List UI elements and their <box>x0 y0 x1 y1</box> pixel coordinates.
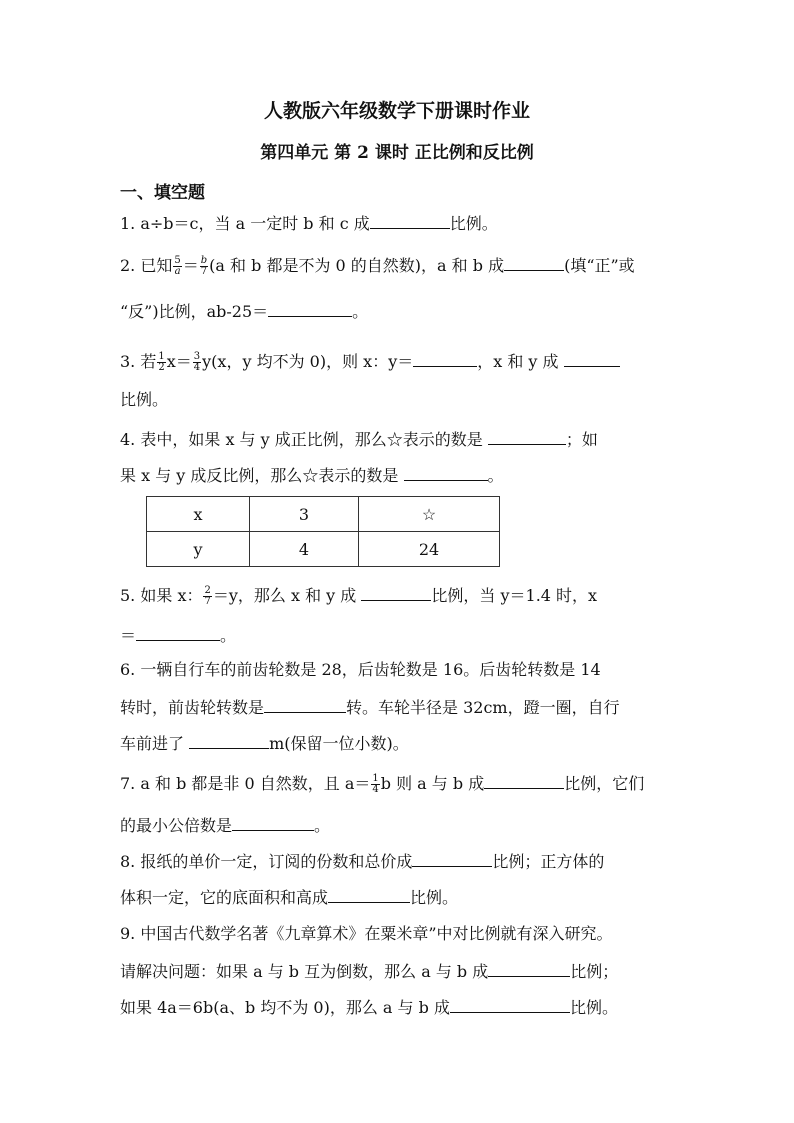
question-2-text-end: 。 <box>352 302 369 321</box>
question-3-text-cont: ，x 和 y 成 <box>477 352 559 371</box>
answer-blank[interactable] <box>268 300 352 317</box>
question-2-text-mid: (a 和 b 都是不为 0 的自然数)，a 和 b 成 <box>209 256 505 275</box>
question-9 <box>120 924 613 944</box>
fraction-denominator: a <box>174 266 181 277</box>
question-8-line-2 <box>120 886 458 908</box>
fraction <box>203 586 211 607</box>
table-row <box>147 532 500 567</box>
equals-sign: ＝ <box>182 256 199 275</box>
answer-blank[interactable] <box>232 814 314 831</box>
question-7-text-mid: b 则 a 与 b 成 <box>380 774 485 793</box>
answer-blank[interactable] <box>404 464 488 481</box>
question-5-text-mid: ＝y，那么 x 和 y 成 <box>212 586 357 605</box>
question-6-line-2 <box>120 696 620 718</box>
question-9-line-2 <box>120 960 618 982</box>
fraction-numerator: 3 <box>193 351 201 362</box>
question-6-text-cont: 转时，前齿轮转数是 <box>120 698 265 717</box>
question-4-text-mid: ；如 <box>565 430 598 449</box>
fraction-denominator: 2 <box>158 362 165 373</box>
question-6-text-mid: 转。车轮半径是 32cm，蹬一圈，自行 <box>346 698 620 717</box>
fraction-denominator: 4 <box>193 362 201 373</box>
answer-blank[interactable] <box>450 996 570 1013</box>
question-5 <box>120 584 597 607</box>
answer-blank[interactable] <box>488 960 570 977</box>
fraction-numerator: 1 <box>158 351 165 362</box>
fraction <box>200 256 208 277</box>
question-3-line-2 <box>120 390 168 410</box>
table-cell: x <box>147 497 250 532</box>
question-1-text-end: 比例。 <box>449 214 498 233</box>
answer-blank[interactable] <box>328 886 410 903</box>
question-1 <box>120 212 498 234</box>
answer-blank[interactable] <box>361 584 431 601</box>
xy-table <box>146 496 500 567</box>
question-4-text-cont: 果 x 与 y 成反比例，那么☆表示的数是 <box>120 466 399 485</box>
question-5-text-end: 。 <box>220 626 237 645</box>
question-4-line-2 <box>120 464 504 486</box>
answer-blank[interactable] <box>484 772 564 789</box>
question-9-text-mid: 比例； <box>570 962 619 981</box>
question-2-text-cont: “反”)比例，ab-25＝ <box>120 302 269 321</box>
answer-blank[interactable] <box>370 212 450 229</box>
question-7 <box>120 772 644 795</box>
question-9-text-cont: 请解决问题：如果 a 与 b 互为倒数，那么 a 与 b 成 <box>120 962 489 981</box>
question-5-line-2 <box>120 624 236 646</box>
question-3-text: 3. 若 <box>120 352 157 371</box>
fraction-numerator: 5 <box>174 255 181 266</box>
question-3 <box>120 350 620 373</box>
question-9-line-3 <box>120 996 618 1018</box>
answer-blank[interactable] <box>412 850 492 867</box>
fraction-numerator: 1 <box>372 773 379 784</box>
fraction-numerator: 2 <box>204 585 211 596</box>
question-5-text-cont: 比例，当 y＝1.4 时，x <box>431 586 598 605</box>
answer-blank[interactable] <box>136 624 220 641</box>
question-4-text-end: 。 <box>487 466 504 485</box>
question-6-text: 6. 一辆自行车的前齿轮数是 28，后齿轮数是 16。后齿轮转数是 14 <box>120 660 601 679</box>
question-6-text-cont2: 车前进了 <box>120 734 185 753</box>
table-cell: 4 <box>250 532 359 567</box>
fraction <box>193 352 201 373</box>
question-7-text-cont2: 的最小公倍数是 <box>120 816 233 835</box>
question-8-text-mid: 比例；正方体的 <box>492 852 605 871</box>
question-8 <box>120 850 604 872</box>
answer-blank[interactable] <box>504 254 564 271</box>
question-2-line-2 <box>120 300 368 322</box>
table-cell: y <box>147 532 250 567</box>
fraction-numerator: b <box>200 255 208 266</box>
page-subtitle: 第四单元 第 2 课时 正比例和反比例 <box>260 143 534 163</box>
question-6 <box>120 660 601 680</box>
fraction <box>173 256 181 277</box>
question-8-text-cont: 体积一定，它的底面积和高成 <box>120 888 329 907</box>
question-2-text-hint: (填“正”或 <box>564 256 635 275</box>
question-1-text: 1. a÷b＝c，当 a 一定时 b 和 c 成 <box>120 214 370 233</box>
answer-blank[interactable] <box>413 350 477 367</box>
question-4 <box>120 428 598 450</box>
fraction-denominator: 7 <box>200 266 208 277</box>
question-3-text-mid: y(x，y 均不为 0)，则 x：y＝ <box>202 352 414 371</box>
fraction-denominator: 4 <box>372 784 379 795</box>
question-9-text-end: 比例。 <box>569 998 618 1017</box>
question-4-text: 4. 表中，如果 x 与 y 成正比例，那么☆表示的数是 <box>120 430 483 449</box>
answer-blank[interactable] <box>264 696 346 713</box>
question-7-line-2 <box>120 814 330 836</box>
table-cell: ☆ <box>359 497 500 532</box>
fraction-denominator: 7 <box>204 596 211 607</box>
section-heading: 一、填空题 <box>120 183 205 203</box>
question-5-text-eq: ＝ <box>120 626 137 645</box>
question-5-text: 5. 如果 x： <box>120 586 203 605</box>
table-cell: 24 <box>359 532 500 567</box>
question-3-text-end: 比例。 <box>120 390 169 409</box>
answer-blank[interactable] <box>189 732 269 749</box>
fraction <box>157 352 165 373</box>
table-row <box>147 497 500 532</box>
fraction <box>371 774 379 795</box>
table-cell: 3 <box>250 497 359 532</box>
question-2 <box>120 254 635 277</box>
question-7-text-end: 。 <box>314 816 331 835</box>
answer-blank[interactable] <box>488 428 566 445</box>
question-3-text-x: x＝ <box>166 352 192 371</box>
answer-blank[interactable] <box>564 350 620 367</box>
question-6-text-end: m(保留一位小数)。 <box>269 734 409 753</box>
question-6-line-3 <box>120 732 409 754</box>
question-8-text: 8. 报纸的单价一定，订阅的份数和总价成 <box>120 852 413 871</box>
question-8-text-end: 比例。 <box>410 888 459 907</box>
question-9-text-cont2: 如果 4a＝6b(a、b 均不为 0)，那么 a 与 b 成 <box>120 998 450 1017</box>
question-2-text: 2. 已知 <box>120 256 173 275</box>
question-7-text-cont: 比例，它们 <box>564 774 645 793</box>
question-9-text: 9. 中国古代数学名著《九章算术》在粟米章”中对比例就有深入研究。 <box>120 924 613 943</box>
page-title: 人教版六年级数学下册课时作业 <box>263 100 530 122</box>
question-7-text: 7. a 和 b 都是非 0 自然数，且 a＝ <box>120 774 371 793</box>
